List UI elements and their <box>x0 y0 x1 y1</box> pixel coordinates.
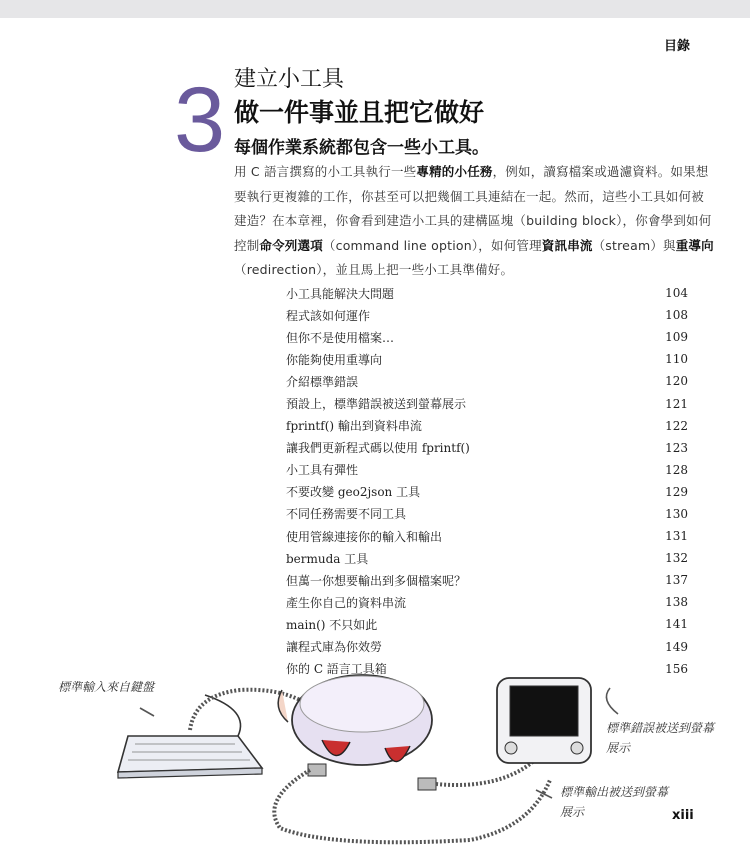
toc-entry[interactable] <box>286 613 688 635</box>
intro-bold: 重導向 <box>675 237 714 253</box>
toc-entry-title: 但萬一你想要輸出到多個檔案呢？ <box>286 573 467 588</box>
toc-entry[interactable] <box>286 304 688 326</box>
toc-entry-page: 141 <box>665 617 688 632</box>
intro-text: （stream）與 <box>592 237 676 253</box>
chapter-intro <box>234 160 714 283</box>
stderr-note: 標準錯誤被送到螢幕展示 <box>606 721 715 755</box>
intro-bold: 資訊串流 <box>541 237 593 253</box>
toc-entry[interactable] <box>286 525 688 547</box>
intro-text: （command line option），如何管理 <box>322 237 542 253</box>
toc-entry-page: 149 <box>665 639 688 654</box>
toc-entry-page: 110 <box>665 352 688 367</box>
chapter-number: 3 <box>174 69 226 171</box>
toc-entry-title: 小工具有彈性 <box>286 463 359 478</box>
toc-entry[interactable] <box>286 282 688 304</box>
toc-entry-page: 120 <box>665 374 688 389</box>
toc-entry[interactable] <box>286 326 688 348</box>
stdout-note: 標準輸出被送到螢幕展示 <box>560 785 669 819</box>
tool-character-icon <box>278 675 436 790</box>
toc-entry[interactable] <box>286 503 688 525</box>
toc-entry-title: 小工具能解決大問題 <box>286 286 395 301</box>
toc-entry-page: 122 <box>665 418 688 433</box>
toc-entry-title: 不同任務需要不同工具 <box>286 507 407 522</box>
toc-header: 目錄 <box>664 39 691 54</box>
chapter-subtitle: 每個作業系統都包含一些小工具。 <box>234 138 489 158</box>
page-number: xiii <box>672 808 694 823</box>
intro-bold: 專精的小任務 <box>416 164 493 179</box>
toc-entry[interactable] <box>286 459 688 481</box>
toc-entry-page: 121 <box>665 396 688 411</box>
arrow-icon <box>140 708 154 716</box>
stdin-note: 標準輸入來自鍵盤 <box>58 680 155 694</box>
toc-entry-page: 108 <box>665 308 688 323</box>
toc-entry-title: 使用管線連接你的輸入和輸出 <box>286 529 443 544</box>
chapter-title: 做一件事並且把它做好 <box>234 98 485 127</box>
toc-entry-title: 你的 C 語言工具箱 <box>286 662 387 677</box>
toc-entry-page: 104 <box>665 286 688 301</box>
toc-entry-page: 156 <box>665 661 688 676</box>
toc-entry-title: fprintf() 輸出到資料串流 <box>286 419 422 434</box>
toc-entry-page: 138 <box>665 595 688 610</box>
toc-entry-title: 讓我們更新程式碼以使用 fprintf() <box>286 441 470 456</box>
intro-text: ，例如，讀寫檔案或過濾資料。如果想要執行更複雜的工作，你甚至可以把幾個工具連結在一起。然而，這些小工具如何被建造？在本章裡，你會看到建造小工具的建構區塊（building block），你會學到如何控制 <box>234 164 712 253</box>
toc-entry[interactable] <box>286 370 688 392</box>
toc-entry-title: 但你不是使用檔案… <box>286 330 395 345</box>
toc-entry-page: 131 <box>665 529 688 544</box>
toc-entry-title: 預設上，標準錯誤被送到螢幕展示 <box>286 397 467 412</box>
intro-text: 用 C 語言撰寫的小工具執行一些 <box>234 164 417 179</box>
intro-text: （redirection），並且馬上把一些小工具準備好。 <box>234 262 514 277</box>
intro-bold: 命令列選項 <box>259 237 323 253</box>
toc-entry-title: 產生你自己的資料串流 <box>286 595 407 610</box>
toc-entry[interactable] <box>286 437 688 459</box>
toc-entry[interactable] <box>286 392 688 414</box>
toc-entry[interactable] <box>286 348 688 370</box>
toc-entry[interactable] <box>286 547 688 569</box>
top-bar <box>0 0 750 18</box>
toc-entry[interactable] <box>286 636 688 658</box>
monitor-icon <box>497 678 591 763</box>
toc-entry-title: 程式該如何運作 <box>286 308 371 323</box>
toc-entry-title: 介紹標準錯誤 <box>286 374 359 389</box>
chapter-kicker: 建立小工具 <box>234 67 345 92</box>
toc-entry[interactable] <box>286 481 688 503</box>
toc-entry[interactable] <box>286 415 688 437</box>
toc-list <box>286 282 688 680</box>
toc-entry[interactable] <box>286 591 688 613</box>
toc-entry-title: 讓程式庫為你效勞 <box>286 640 383 655</box>
arrow-icon <box>606 688 618 714</box>
toc-entry-page: 137 <box>665 573 688 588</box>
toc-entry-title: 不要改變 geo2json 工具 <box>286 485 421 500</box>
keyboard-icon <box>118 695 262 778</box>
toc-entry-page: 129 <box>665 484 688 499</box>
toc-entry-page: 130 <box>665 506 688 521</box>
toc-entry[interactable] <box>286 569 688 591</box>
toc-entry-title: main() 不只如此 <box>286 617 378 632</box>
toc-entry-title: 你能夠使用重導向 <box>286 352 383 367</box>
toc-entry-page: 128 <box>665 462 688 477</box>
toc-entry-page: 109 <box>665 330 688 345</box>
toc-entry-page: 123 <box>665 440 688 455</box>
toc-entry-title: bermuda 工具 <box>286 551 369 566</box>
toc-entry-page: 132 <box>665 551 688 566</box>
